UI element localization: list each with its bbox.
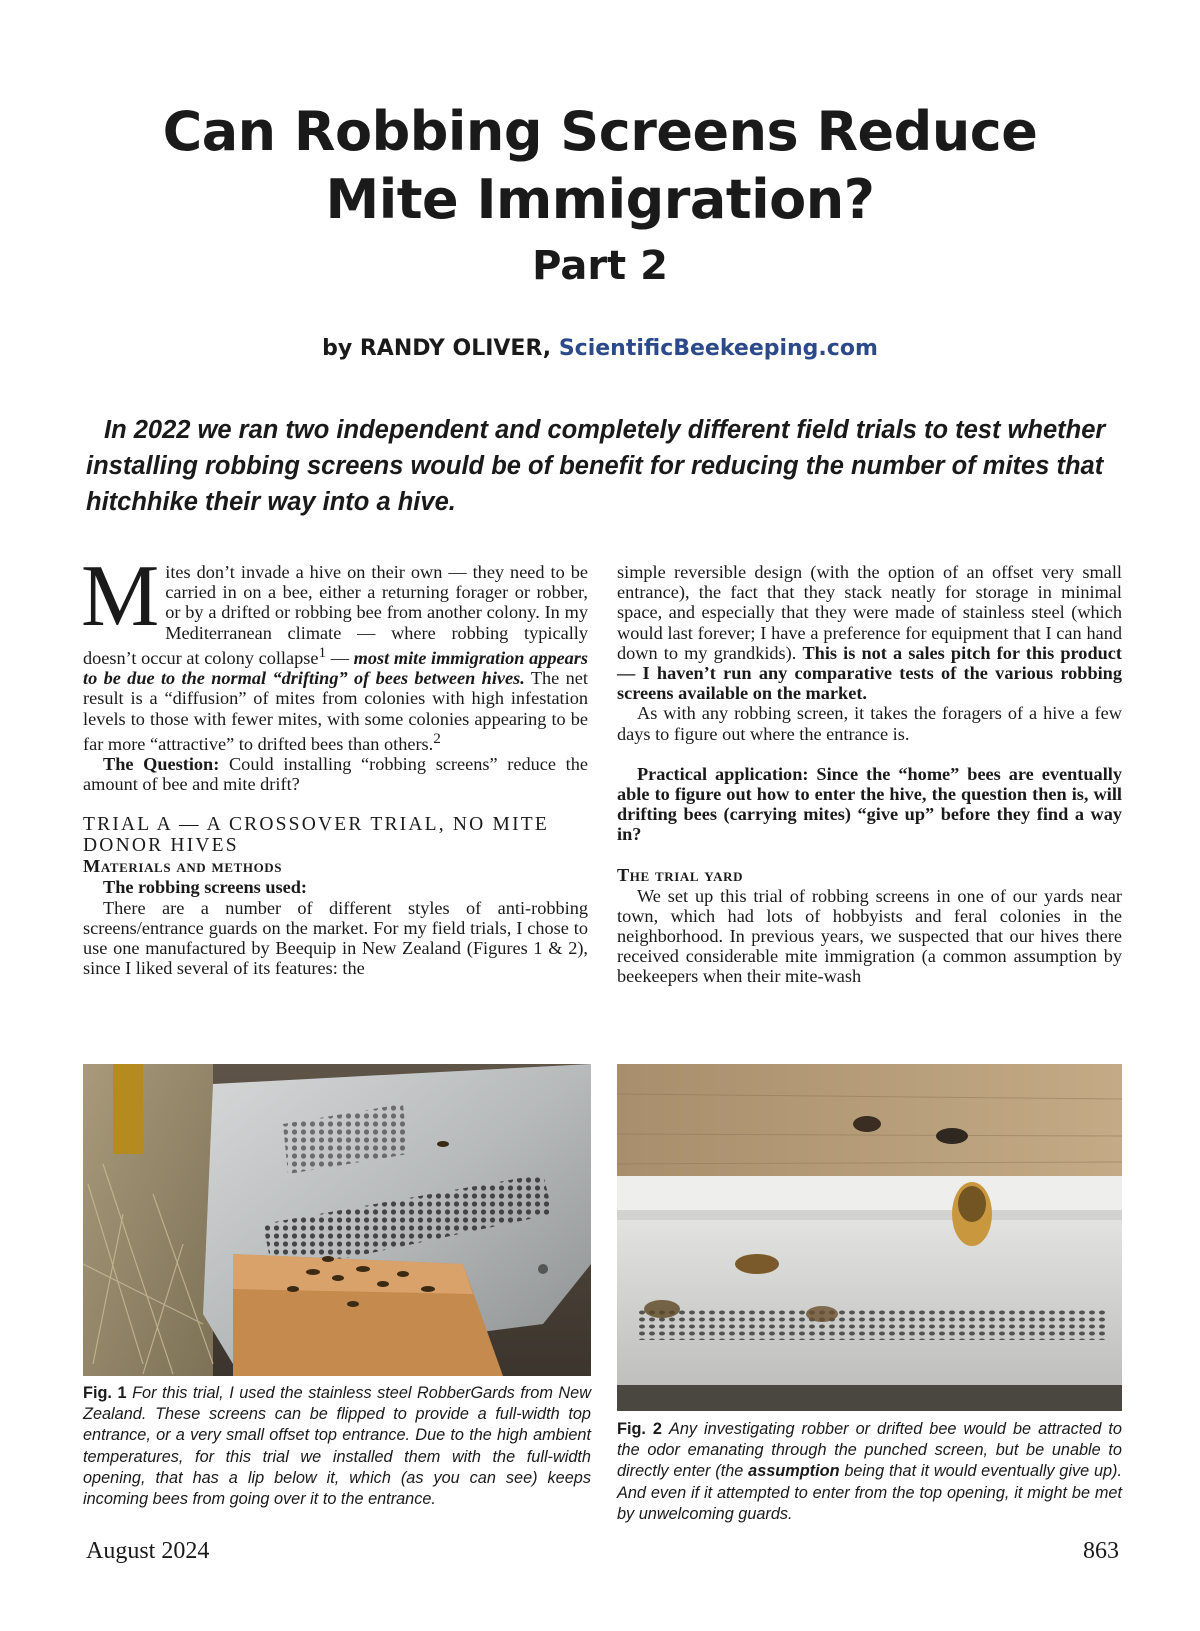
trial-a-heading: TRIAL A — A CROSSOVER TRIAL, NO MITE DONOR HIVES: [83, 814, 549, 857]
entrance-paragraph: As with any robbing screen, it takes the foragers of a hive a few days to figure out where the entrance is.: [617, 703, 1122, 744]
practical-application: [617, 764, 1122, 845]
robbing-screens-subheading-text: The robbing screens used:: [103, 877, 308, 898]
byline-author: by RANDY OLIVER,: [322, 336, 552, 361]
design-text: simple reversible design (with the option of an offset very small entrance), the fact that they stack neatly for storage in minimal space, and especially that they were made of stainless steel (which would last forever; I have a preference for equipment that I can hand down to my grandkids).: [617, 562, 1122, 663]
figure-1-photo: [83, 1064, 591, 1376]
figure-2-photo: [617, 1064, 1122, 1411]
trial-yard-paragraph: We set up this trial of robbing screens in one of our yards near town, which had lots of hobbyists and feral colonies in the neighborhood. In previous years, we suspected that our hives there received considerable mite immigration (a common assumption by beekeepers when their mite-wash: [617, 885, 1122, 987]
figure-1-label: Fig. 1: [83, 1384, 127, 1402]
screens-paragraph: There are a number of different styles of anti-robbing screens/entrance guards on the market. For my field trials, I chose to use one manufactured by Beequip in New Zealand (Figures 1 & 2), since I liked several of its features: the: [83, 897, 588, 979]
design-paragraph: [617, 562, 1122, 703]
robbing-screens-subheading: [83, 877, 588, 897]
footnote-ref-2: 2: [433, 729, 441, 747]
lede-paragraph: In 2022 we ran two independent and completely different field trials to test whether installing robbing screens would be of benefit for reducing the number of mites that hitchhike their way into a hive.: [86, 416, 1106, 516]
title-line-1: Can Robbing Screens Reduce: [162, 100, 1038, 163]
disclaimer-bold: This is not a sales pitch for this product — I haven’t run any comparative tests of the various robbing screens available on the market.: [617, 642, 1122, 704]
intro-text-c: The net result is a “diffusion” of mites from colonies with high infestation levels to those with fewer mites, with some colonies appearing to be far more “attractive” to drifted bees than others.: [83, 668, 588, 754]
intro-text-a: ites don’t invade a hive on their own — they need to be carried in on a bee, either a returning forager or robber, or by a drifted or robbing bee from another colony. In my Mediterranean climate — where robbing typically doesn’t occur at colony collapse: [83, 562, 588, 668]
footer-page-number: 863: [1083, 1538, 1119, 1564]
intro-paragraph: [81, 548, 588, 754]
question-paragraph: [83, 754, 588, 794]
left-column: [81, 548, 588, 979]
right-column: [617, 562, 1122, 987]
footnote-ref-1: 1: [318, 643, 327, 661]
byline: [0, 336, 1200, 361]
trial-yard-heading: The trial yard: [617, 864, 744, 885]
question-text: Could installing “robbing screens” reduce the amount of bee and mite drift?: [83, 754, 588, 795]
figure-2-label: Fig. 2: [617, 1420, 662, 1438]
practical-application-text: Practical application: Since the “home” bees are eventually able to figure out how to enter the hive, the question then is, will drifting bees (carrying mites) “give up” before they find a way in?: [617, 763, 1122, 845]
figure-2-caption-bold: assumption: [748, 1462, 840, 1481]
figure-2-caption: [617, 1419, 1122, 1525]
intro-emphasis: most mite immigration appears to be due to the normal “drifting” of bees between hives.: [83, 647, 588, 689]
drop-cap: M: [81, 548, 160, 645]
title-line-2: Mite Immigration?: [325, 168, 875, 231]
byline-site-link[interactable]: ScientificBeekeeping.com: [558, 336, 878, 361]
article-subtitle: Part 2: [532, 243, 668, 289]
figure-2-caption-text-a: Any investigating robber or drifted bee would be attracted to the odor emanating through the punched screen, but be unable to directly enter (the: [617, 1420, 1122, 1481]
footer-date: August 2024: [86, 1538, 210, 1564]
materials-methods-heading: Materials and methods: [83, 856, 283, 877]
figure-2-caption-text-b: being that it would eventually give up). And even if it attempted to enter from the top opening, it might be met by unwelcoming guards.: [617, 1462, 1123, 1523]
figure-1-caption: [83, 1383, 591, 1510]
figure-1-caption-text: For this trial, I used the stainless steel RobberGards from New Zealand. These screens can be flipped to provide a full-width top entrance, or a very small offset top entrance. Due to the high ambient temperatures, for this trial we installed them with the full-width opening, that has a lip below it, which (as you can see) keeps incoming bees from going over it to the entrance.: [83, 1384, 591, 1509]
question-label: The Question:: [103, 754, 220, 775]
article-title: [0, 98, 1200, 234]
intro-text-b: —: [326, 647, 354, 668]
